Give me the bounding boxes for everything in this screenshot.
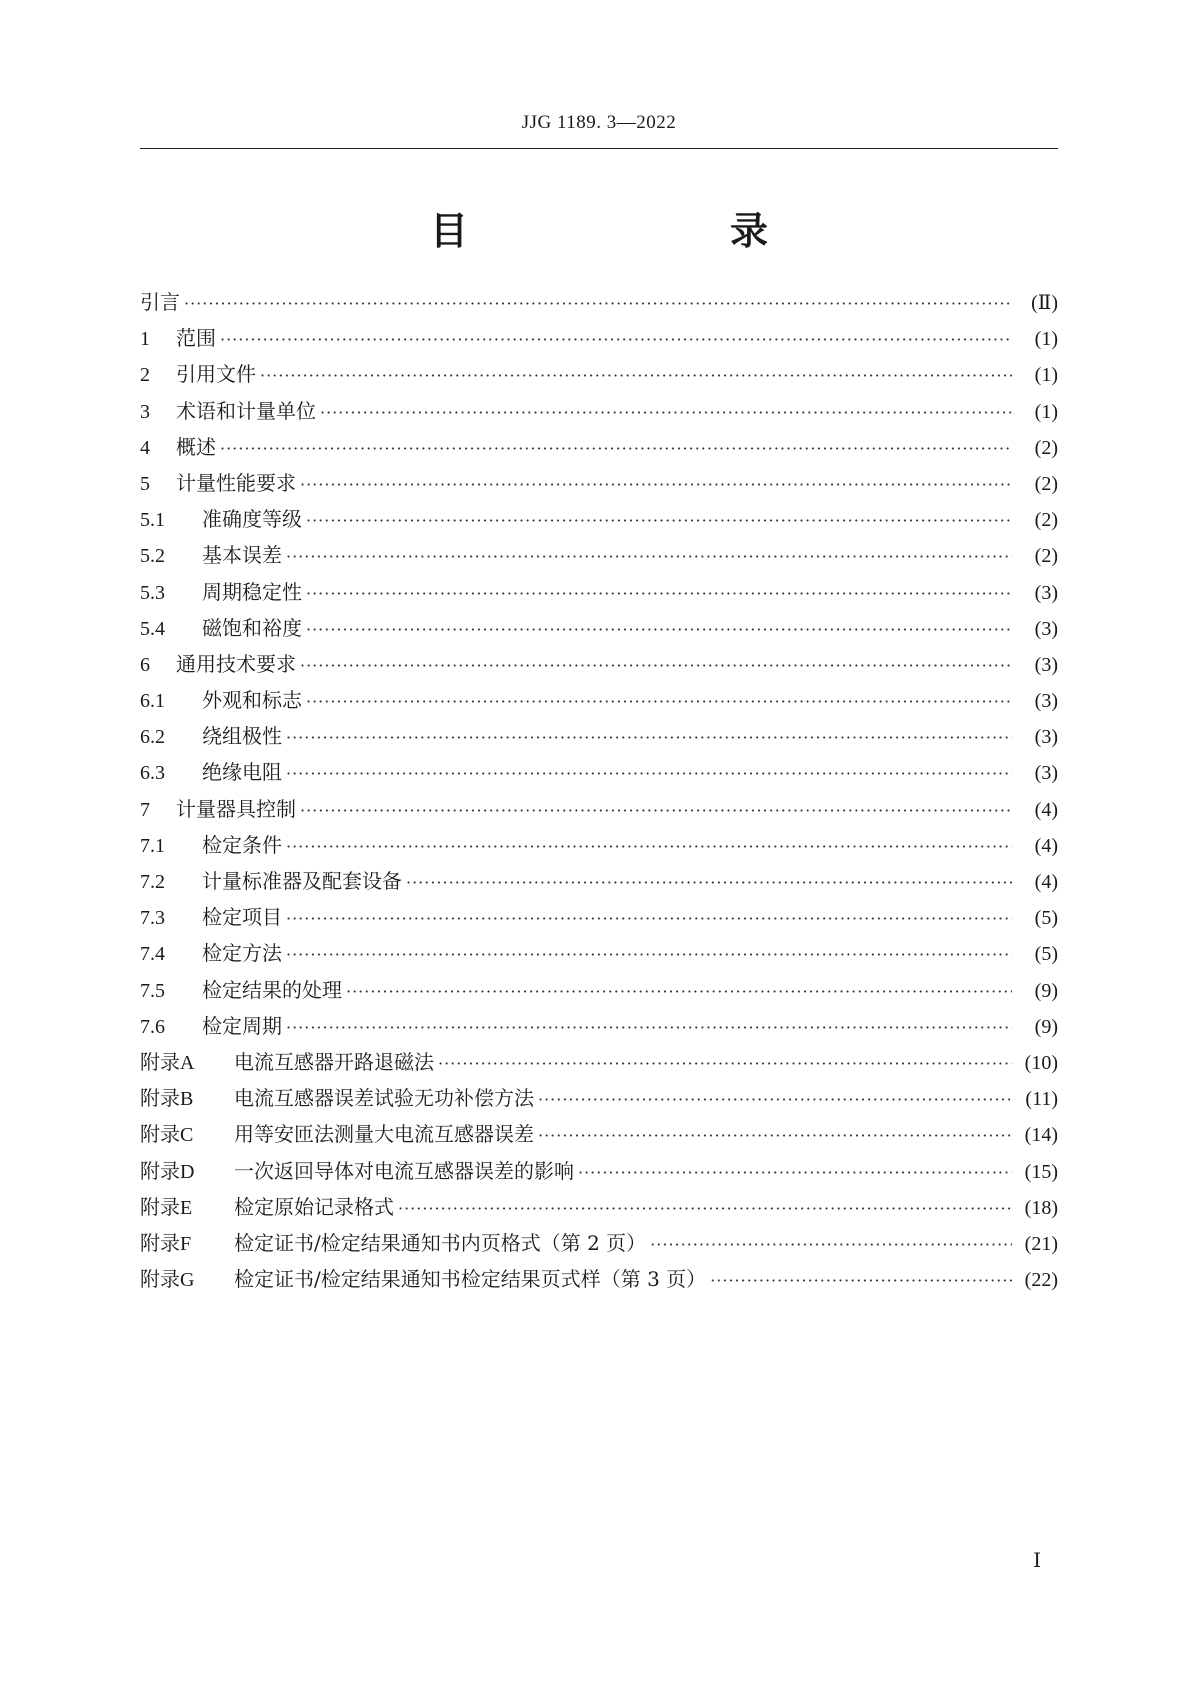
toc-entry-page: (1) (1034, 364, 1058, 387)
toc-entry[interactable] (140, 612, 1058, 648)
toc-entry-number: 7.4 (140, 943, 165, 966)
dot-leader (538, 1126, 1012, 1145)
toc-entry-page: (3) (1034, 581, 1058, 604)
toc-entry-page: (1) (1034, 400, 1058, 423)
toc-entry[interactable] (140, 503, 1058, 539)
dot-leader (398, 1199, 1012, 1218)
toc-entry-number: 7.1 (140, 834, 165, 857)
dot-leader (320, 403, 1012, 422)
toc-entry-number: 7.2 (140, 871, 165, 893)
toc-entry-label: 用等安匝法测量大电流互感器误差 (234, 1122, 534, 1147)
toc-entry[interactable] (140, 1191, 1058, 1227)
toc-entry-label: 电流互感器误差试验无功补偿方法 (234, 1086, 534, 1111)
dot-leader (538, 1090, 1012, 1109)
toc-entry-number: 4 (140, 436, 150, 459)
toc-entry[interactable] (140, 684, 1058, 720)
dot-leader (306, 692, 1012, 711)
toc-entry-number: 附录G (140, 1269, 195, 1292)
toc-entry-page: (10) (1024, 1051, 1058, 1074)
dot-leader (286, 1018, 1012, 1037)
dot-leader (300, 656, 1012, 675)
toc-entry-number: 6 (140, 653, 150, 676)
toc-entry-label: 检定项目 (202, 905, 282, 930)
toc-entry[interactable] (140, 395, 1058, 431)
toc-entry-number: 1 (140, 328, 150, 351)
toc-entry[interactable] (140, 358, 1058, 394)
dot-leader (346, 982, 1012, 1001)
toc-entry[interactable] (140, 1227, 1058, 1263)
toc-entry-page: (9) (1034, 1015, 1058, 1038)
dot-leader (300, 475, 1012, 494)
toc-entry[interactable] (140, 431, 1058, 467)
dot-leader (300, 801, 1012, 820)
toc-entry-page: (3) (1034, 617, 1058, 640)
toc-entry[interactable] (140, 1010, 1058, 1046)
toc-entry-label: 一次返回导体对电流互感器误差的影响 (234, 1158, 574, 1183)
toc-entry-number: 6.2 (140, 726, 165, 749)
toc-entry[interactable] (140, 576, 1058, 612)
toc-entry-number: 附录B (140, 1088, 194, 1111)
toc-entry-label: 检定结果的处理 (202, 977, 342, 1002)
toc-entry-page: (11) (1025, 1088, 1058, 1111)
page-title: 目 录 (429, 209, 830, 253)
dot-leader (220, 330, 1012, 349)
toc-entry-number: 5.2 (140, 545, 165, 568)
dot-leader (650, 1235, 1012, 1254)
document-code-header: JJG 1189. 3—2022 (521, 112, 677, 133)
toc-entry[interactable] (140, 793, 1058, 829)
toc-entry-page: (5) (1034, 907, 1058, 930)
dot-leader (286, 547, 1012, 566)
dot-leader (286, 764, 1012, 783)
toc-entry-label: 电流互感器开路退磁法 (234, 1049, 434, 1074)
page-number: Ⅰ (1033, 1550, 1041, 1572)
toc-entry-page: (4) (1034, 834, 1058, 857)
toc-entry[interactable] (140, 974, 1058, 1010)
toc-entry-label: 检定原始记录格式 (234, 1194, 394, 1219)
table-of-contents (140, 286, 1058, 1299)
toc-entry-page: (14) (1024, 1124, 1058, 1147)
toc-entry-number: 7.6 (140, 1015, 165, 1038)
toc-entry-label: 绕组极性 (202, 724, 282, 749)
toc-entry-number: 附录A (140, 1051, 195, 1074)
dot-leader (306, 620, 1012, 639)
toc-entry-label: 检定证书/检定结果通知书内页格式（第 2 页） (234, 1230, 647, 1255)
header-rule (140, 148, 1058, 149)
toc-entry[interactable] (140, 1263, 1058, 1299)
toc-entry-number: 7.3 (140, 907, 165, 930)
toc-entry-number: 附录C (140, 1124, 194, 1147)
dot-leader (286, 945, 1012, 964)
toc-entry-label: 计量性能要求 (176, 470, 296, 495)
toc-entry-label: 概述 (176, 434, 216, 459)
toc-entry-page: (4) (1034, 871, 1058, 893)
dot-leader (710, 1271, 1012, 1290)
dot-leader (220, 439, 1012, 458)
toc-entry-label: 检定条件 (202, 832, 282, 857)
toc-entry[interactable] (140, 1118, 1058, 1154)
toc-entry-page: (15) (1024, 1160, 1058, 1183)
toc-entry-page: (3) (1034, 726, 1058, 749)
toc-entry-number: 附录D (140, 1160, 195, 1183)
dot-leader (406, 873, 1012, 892)
dot-leader (306, 584, 1012, 603)
dot-leader (578, 1163, 1012, 1182)
dot-leader (260, 366, 1012, 385)
toc-entry-number: 附录E (140, 1196, 193, 1219)
toc-entry-page: (2) (1034, 436, 1058, 459)
toc-entry-number: 5.4 (140, 617, 165, 640)
toc-entry-label: 引用文件 (176, 362, 256, 387)
toc-entry-page: (9) (1034, 979, 1058, 1002)
toc-entry-label: 计量标准器及配套设备 (202, 869, 402, 893)
toc-entry-label: 绝缘电阻 (202, 760, 282, 785)
toc-entry-page: (21) (1024, 1232, 1058, 1255)
toc-entry-label: 通用技术要求 (176, 651, 296, 676)
toc-entry-number: 5.1 (140, 509, 165, 532)
toc-entry-page: (2) (1034, 472, 1058, 495)
toc-entry-label: 准确度等级 (202, 507, 302, 532)
toc-entry-page: (4) (1034, 798, 1058, 821)
toc-entry-number: 3 (140, 400, 150, 423)
toc-entry[interactable] (140, 901, 1058, 937)
toc-entry-label: 检定周期 (202, 1013, 282, 1038)
toc-entry-label: 磁饱和裕度 (202, 615, 302, 640)
toc-entry-number: 附录F (140, 1232, 192, 1255)
toc-entry[interactable] (140, 539, 1058, 575)
toc-entry-label: 外观和标志 (202, 688, 302, 713)
toc-entry[interactable] (140, 322, 1058, 358)
toc-entry-label: 周期稳定性 (202, 579, 302, 604)
toc-entry-number: 7.5 (140, 979, 165, 1002)
toc-entry-page: (Ⅱ) (1031, 292, 1058, 314)
toc-entry[interactable] (140, 1155, 1058, 1191)
toc-entry-page: (2) (1034, 509, 1058, 532)
toc-entry-page: (3) (1034, 653, 1058, 676)
toc-entry[interactable] (140, 829, 1058, 865)
toc-entry-number: 5 (140, 472, 150, 495)
toc-entry-number: 6.1 (140, 690, 165, 713)
toc-entry-page: (22) (1024, 1269, 1058, 1292)
toc-entry-page: (2) (1034, 545, 1058, 568)
dot-leader (286, 728, 1012, 747)
dot-leader (184, 294, 1012, 313)
dot-leader (286, 909, 1012, 928)
dot-leader (306, 511, 1012, 530)
dot-leader (286, 837, 1012, 856)
toc-entry[interactable] (140, 1046, 1058, 1082)
toc-entry[interactable] (140, 1082, 1058, 1118)
toc-entry-page: (18) (1024, 1196, 1058, 1219)
toc-entry-label: 检定证书/检定结果通知书检定结果页式样（第 3 页） (234, 1267, 707, 1292)
toc-entry-number: 5.3 (140, 581, 165, 604)
toc-entry-label: 基本误差 (202, 543, 282, 568)
toc-entry[interactable] (140, 467, 1058, 503)
toc-entry-label: 计量器具控制 (176, 796, 296, 821)
toc-entry[interactable] (140, 865, 1058, 901)
toc-entry-label: 检定方法 (202, 941, 282, 966)
toc-entry[interactable] (140, 937, 1058, 973)
toc-entry-number: 7 (140, 798, 150, 821)
toc-entry[interactable] (140, 286, 1058, 322)
toc-entry-label: 术语和计量单位 (176, 398, 316, 423)
toc-entry-label: 范围 (176, 326, 216, 351)
toc-entry-page: (5) (1034, 943, 1058, 966)
toc-entry-label: 引言 (140, 290, 180, 314)
toc-entry[interactable] (140, 648, 1058, 684)
toc-entry[interactable] (140, 756, 1058, 792)
toc-entry[interactable] (140, 720, 1058, 756)
toc-entry-page: (1) (1034, 328, 1058, 351)
toc-entry-page: (3) (1034, 690, 1058, 713)
dot-leader (438, 1054, 1012, 1073)
toc-entry-number: 6.3 (140, 762, 165, 785)
toc-entry-page: (3) (1034, 762, 1058, 785)
toc-entry-number: 2 (140, 364, 150, 387)
